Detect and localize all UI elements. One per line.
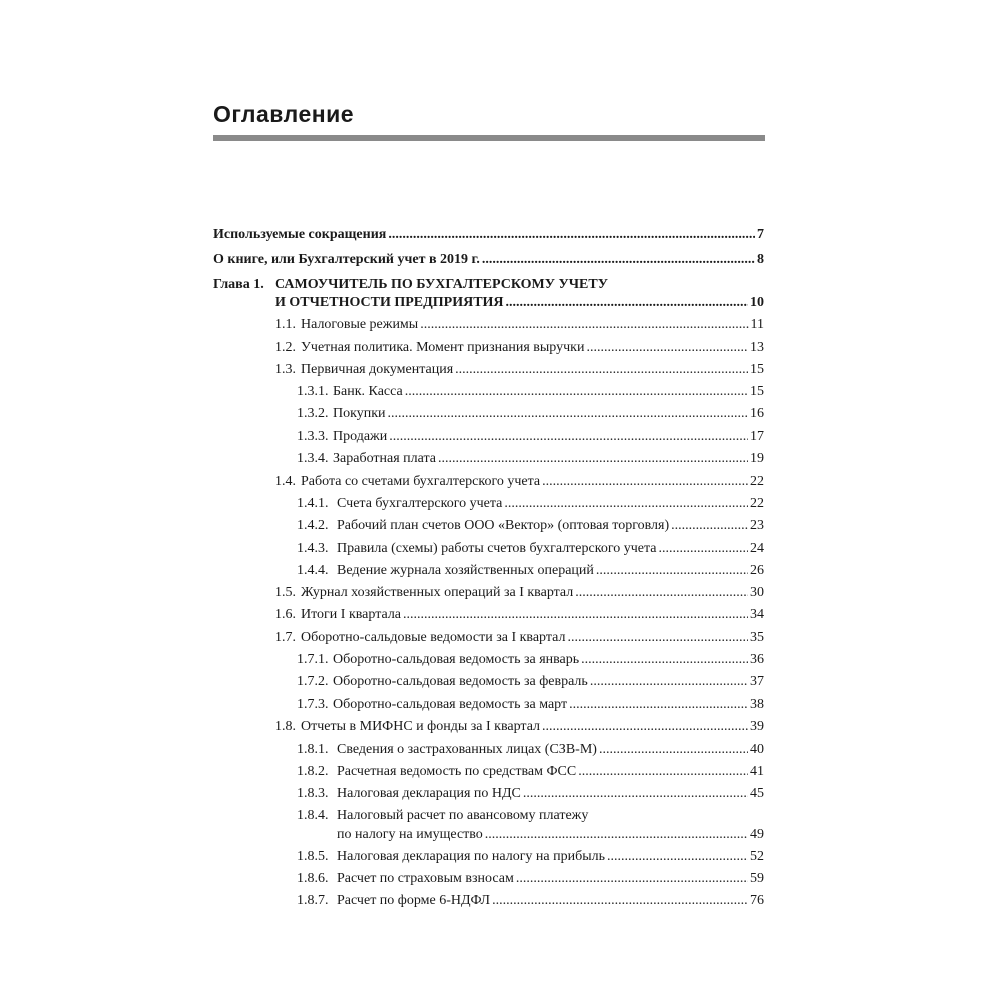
toc-entry-about-book[interactable] [213,251,764,269]
toc-entry[interactable] [297,562,764,580]
toc-entry-label: Банк. Касса [333,384,403,399]
toc-leader [586,339,748,357]
section-number: 1.8.2. [297,764,329,779]
chapter-1-title-line-2[interactable] [275,294,764,312]
toc-entry[interactable] [297,848,764,866]
toc-page-number: 10 [750,295,764,310]
toc-page-number: 45 [750,786,764,801]
section-number: 1.4.3. [297,541,329,556]
toc-page-number: 8 [757,252,764,267]
toc-leader [575,584,748,602]
section-number: 1.7.1. [297,652,329,667]
toc-entry[interactable] [297,495,764,513]
toc-entry-abbreviations[interactable] [213,226,764,244]
toc-entry-label: Налоговая декларация по НДС [337,786,521,801]
toc-leader [607,848,748,866]
toc-entry[interactable] [297,696,764,714]
section-number: 1.8.1. [297,742,329,757]
section-number: 1.8. [275,719,296,734]
toc-page-number: 11 [750,317,764,332]
toc-entry-label: Оборотно-сальдовая ведомость за январь [333,652,580,667]
toc-entry[interactable] [275,606,764,624]
chapter-title-line-1: САМОУЧИТЕЛЬ ПО БУХГАЛТЕРСКОМУ УЧЕТУ [275,277,608,292]
toc-leader [438,450,748,468]
toc-leader [516,870,748,888]
section-number: 1.3. [275,362,296,377]
toc-leader [405,383,748,401]
section-number: 1.7.2. [297,674,329,689]
section-number: 1.8.3. [297,786,329,801]
toc-entry-label: Рабочий план счетов ООО «Вектор» (оптовая торговля) [337,518,670,533]
toc-page-number: 38 [750,697,764,712]
toc-page-number: 19 [750,451,764,466]
toc-entry-label: Заработная плата [333,451,436,466]
toc-entry[interactable] [297,763,764,781]
toc-entry-label: Расчетная ведомость по средствам ФСС [337,764,577,779]
toc-leader [568,629,749,647]
toc-entry-label: Расчет по страховым взносам [337,871,514,886]
toc-leader [485,826,748,844]
toc-leader [455,361,748,379]
toc-entry[interactable] [297,870,764,888]
toc-leader [388,226,755,244]
section-number: 1.5. [275,585,296,600]
toc-page-number: 30 [750,585,764,600]
toc-leader [542,473,748,491]
section-number: 1.2. [275,340,296,355]
toc-entry-label: Налоговый расчет по авансовому платежу [337,808,589,823]
toc-page-number: 13 [750,340,764,355]
section-number: 1.8.4. [297,808,329,823]
toc-entry-label: Отчеты в МИФНС и фонды за I квартал [301,719,541,734]
toc-page-number: 76 [750,893,764,908]
toc-page-number: 24 [750,541,764,556]
toc-page-number: 59 [750,871,764,886]
toc-entry[interactable] [275,629,764,647]
toc-entry[interactable] [275,473,764,491]
toc-entry-label: Итоги I квартала [301,607,402,622]
toc-page-number: 41 [750,764,764,779]
toc-entry[interactable] [297,450,764,468]
toc-entry[interactable] [297,383,764,401]
toc-entry-label: Налоговая декларация по налогу на прибыль [337,849,606,864]
toc-entry-label: Работа со счетами бухгалтерского учета [301,474,541,489]
toc-page-number: 22 [750,496,764,511]
toc-entry-first-line[interactable] [297,807,764,825]
section-number: 1.3.4. [297,451,329,466]
toc-leader [596,562,748,580]
section-number: 1.4.2. [297,518,329,533]
toc-entry-label: Сведения о застрахованных лицах (СЗВ-М) [337,742,597,757]
toc-page-number: 16 [750,406,764,421]
toc-entry-label: Журнал хозяйственных операций за I квартал [301,585,574,600]
toc-leader [523,785,748,803]
toc-page-number: 26 [750,563,764,578]
section-number: 1.3.3. [297,429,329,444]
toc-page-number: 52 [750,849,764,864]
toc-page-number: 40 [750,742,764,757]
toc-leader [581,651,748,669]
section-number: 1.8.6. [297,871,329,886]
toc-leader [658,540,748,558]
toc-entry-label: Оборотно-сальдовая ведомость за февраль [333,674,588,689]
toc-entry[interactable] [275,718,764,736]
chapter-title-line-2: И ОТЧЕТНОСТИ ПРЕДПРИЯТИЯ [275,295,504,310]
toc-entry[interactable] [275,361,764,379]
toc-leader [578,763,748,781]
toc-leader [506,294,748,312]
toc-entry-label: Счета бухгалтерского учета [337,496,503,511]
section-number: 1.1. [275,317,296,332]
page-title: Оглавление [213,101,355,127]
toc-leader [542,718,748,736]
toc-entry-label-continuation: по налогу на имущество [337,827,483,842]
section-number: 1.8.7. [297,893,329,908]
section-number: 1.7.3. [297,697,329,712]
section-number: 1.4.4. [297,563,329,578]
toc-page-number: 34 [750,607,764,622]
toc-entry[interactable] [297,428,764,446]
toc-entry[interactable] [297,540,764,558]
toc-entry[interactable] [297,741,764,759]
toc-entry-label: Используемые сокращения [213,227,387,242]
toc-page-number: 17 [750,429,764,444]
section-number: 1.6. [275,607,296,622]
toc-leader [569,696,748,714]
toc-page-number: 7 [757,227,764,242]
toc-entry-label: Первичная документация [301,362,454,377]
section-number: 1.4.1. [297,496,329,511]
toc-leader [389,428,748,446]
toc-entry-label: О книге, или Бухгалтерский учет в 2019 г. [213,252,480,267]
toc-entry-label: Продажи [333,429,388,444]
section-number: 1.3.1. [297,384,329,399]
toc-page-number: 36 [750,652,764,667]
toc-page-number: 15 [750,384,764,399]
toc-entry-label: Учетная политика. Момент признания выручки [301,340,585,355]
section-number: 1.4. [275,474,296,489]
toc-entry-label: Оборотно-сальдовые ведомости за I квартал [301,630,566,645]
toc-entry-label: Оборотно-сальдовая ведомость за март [333,697,568,712]
toc-leader [590,673,748,691]
toc-leader [671,517,748,535]
toc-leader [492,892,748,910]
toc-entry-label: Правила (схемы) работы счетов бухгалтерского учета [337,541,657,556]
chapter-number: Глава 1. [213,277,264,292]
toc-leader [504,495,748,513]
section-number: 1.3.2. [297,406,329,421]
toc-page-number: 49 [750,827,764,842]
toc-entry[interactable] [275,316,764,334]
toc-page-number: 23 [750,518,764,533]
toc-leader [403,606,748,624]
toc-entry[interactable] [297,785,764,803]
toc-entry-label: Расчет по форме 6-НДФЛ [337,893,491,908]
toc-entry[interactable] [297,673,764,691]
toc-page-number: 15 [750,362,764,377]
toc-entry[interactable] [297,517,764,535]
toc-entry[interactable] [275,339,764,357]
toc-leader [420,316,748,334]
toc-entry[interactable] [297,405,764,423]
toc-page-number: 39 [750,719,764,734]
chapter-1-heading[interactable] [213,276,608,294]
section-number: 1.7. [275,630,296,645]
toc-page-number: 35 [750,630,764,645]
toc-entry[interactable] [297,892,764,910]
toc-leader [599,741,748,759]
toc-entry-label: Покупки [333,406,386,421]
toc-entry-continuation[interactable] [337,826,764,844]
toc-entry[interactable] [297,651,764,669]
section-number: 1.8.5. [297,849,329,864]
toc-page-number: 22 [750,474,764,489]
toc-entry[interactable] [275,584,764,602]
toc-page-number: 37 [750,674,764,689]
toc-leader [482,251,755,269]
toc-entry-label: Налоговые режимы [301,317,419,332]
toc-entry-label: Ведение журнала хозяйственных операций [337,563,594,578]
toc-leader [388,405,749,423]
